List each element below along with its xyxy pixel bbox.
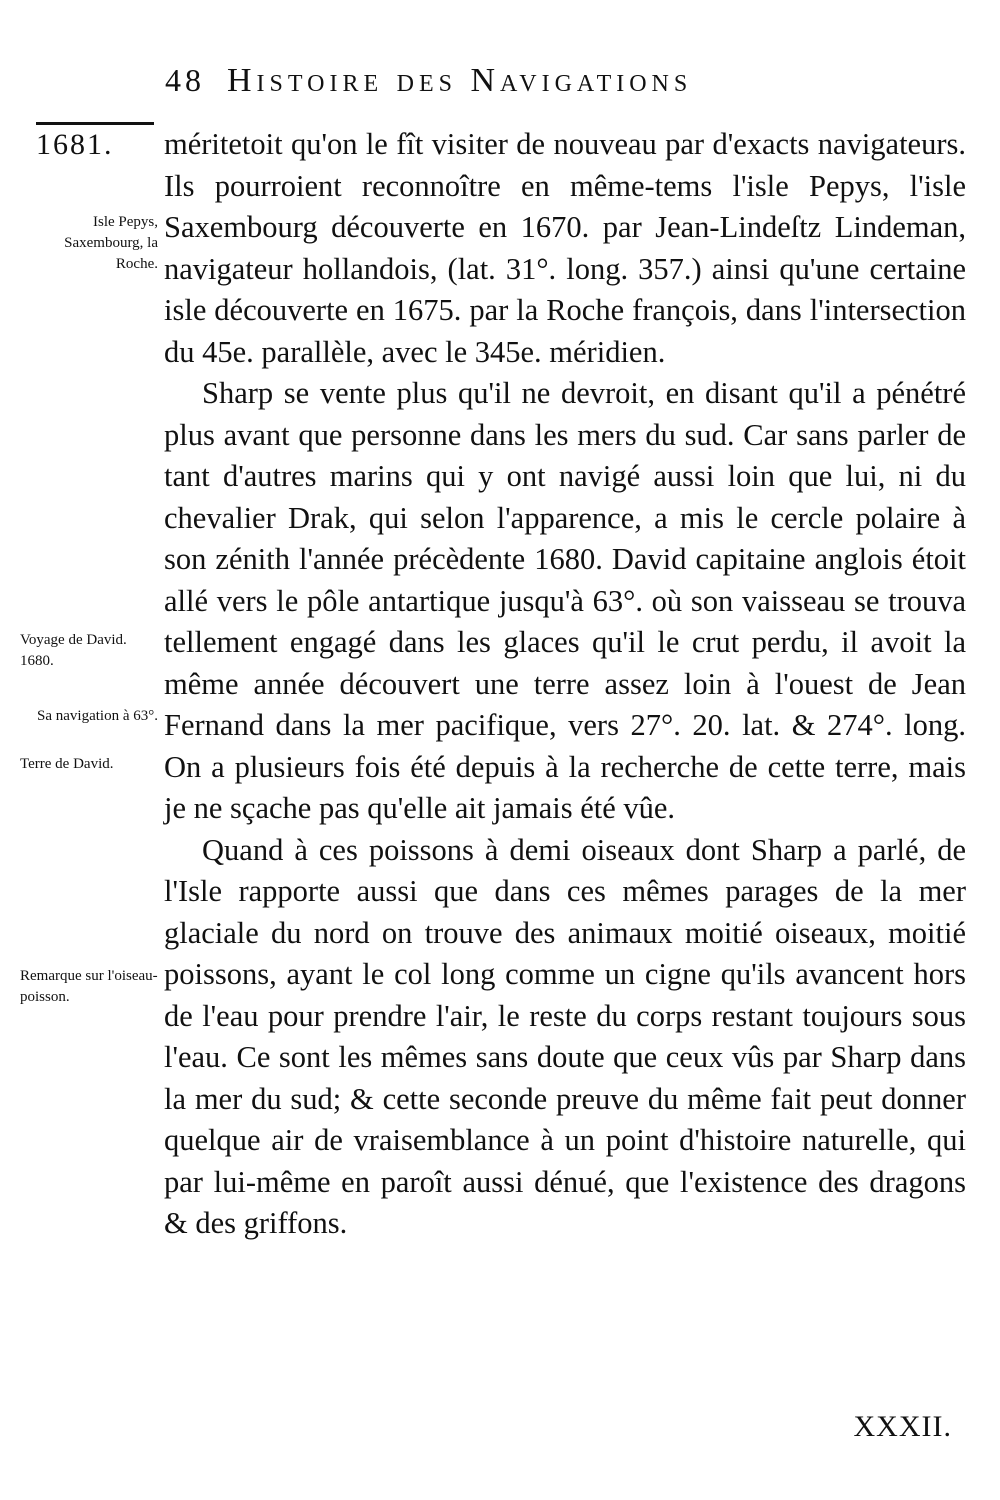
margin-note-terre-david: Terre de David. [20,756,114,772]
margin-note-remarque: Remarque sur l'oiseau-poisson. [20,968,158,1005]
body-text [164,124,966,1245]
running-head [165,62,955,106]
margin-note-isle-pepys: Isle Pepys, Saxembourg, la Roche. [64,214,158,272]
margin-note-voyage-david: Voyage de David. 1680. [20,632,127,669]
paragraph-2: Sharp se vente plus qu'il ne devroit, en disant qu'il a pénétré plus avant que personne dans les mers du sud. Car sans parler de tant d'autres marins qui y ont navigé aussi loin que lui, ni du chevalier Drak, qui selon l'apparence, a mis le cercle polaire à son zénith l'année précèdente 1680. David capitaine anglois étoit allé vers le pôle antartique jusqu'à 63°. où son vaisseau se trouva tellement engagé dans les glaces qu'il le crut perdu, il avoit la même année découvert une terre assez loin à l'ouest de Jean Fernand dans la mer pacifique, vers 27°. 20. lat. & 274°. long. On a plusieurs fois été depuis à la recherche de cette terre, mais je ne sçache pas qu'elle ait jamais été vûe. [164,376,966,825]
year-marker: 1681. [36,128,114,161]
margin-note-navigation: Sa navigation à 63°. [37,708,158,724]
catchword: XXXII. [853,1410,952,1443]
paragraph-1: méritetoit qu'on le fît visiter de nouveau par d'exacts navigateurs. Ils pourroient reconnoître en même-tems l'isle Pepys, l'isle Saxembourg découverte en 1670. par Jean-Lindeſtz Lindeman, navigateur hollandois, (lat. 31°. long. 357.) ainsi qu'une certaine isle découverte en 1675. par la Roche françois, dans l'intersection du 45e. parallèle, avec le 345e. méridien. [164,127,966,369]
paragraph-3: Quand à ces poissons à demi oiseaux dont Sharp a parlé, de l'Isle rapporte aussi que dans ces mêmes parages de la mer glaciale du nord on trouve des animaux moitié oiseaux, moitié poissons, ayant le col long comme un cigne qu'ils avancent hors de l'eau pour prendre l'air, le reste du corps restant toujours sous l'eau. Ce sont les mêmes sans doute que ceux vûs par Sharp dans la mer du sud; & cette seconde preuve du même fait peut donner quelque air de vraisemblance à un point d'histoire naturelle, qui par lui-même en paroît aussi dénué, que l'existence des dragons & des griffons. [164,832,966,1240]
page-number: 48 [165,62,205,98]
page-title: Histoire des Navigations [227,62,693,99]
year-rule [36,122,154,125]
